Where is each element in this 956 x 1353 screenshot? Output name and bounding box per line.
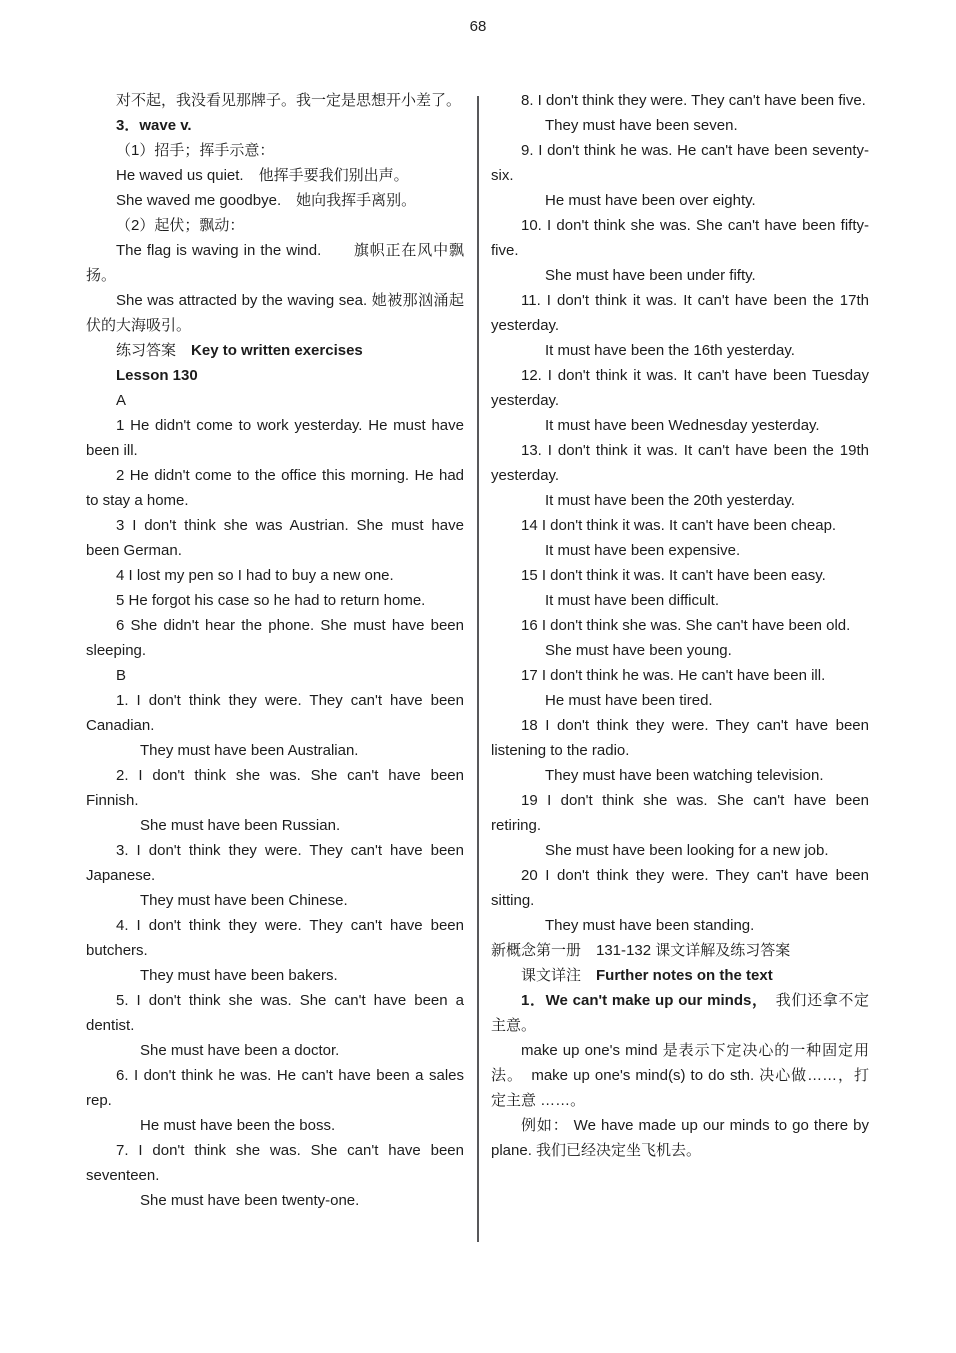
key-to-exercises-heading: 练习答案 Key to written exercises <box>116 342 363 359</box>
paragraph: He must have been over eighty. <box>545 192 756 209</box>
paragraph: 5 He forgot his case so he had to return home. <box>116 592 426 609</box>
paragraph: 19 I don't think she was. She can't have been retiring. <box>491 792 869 834</box>
paragraph: They must have been Australian. <box>140 742 359 759</box>
paragraph: 3. I don't think they were. They can't have been Japanese. <box>86 842 464 884</box>
paragraph: 4 I lost my pen so I had to buy a new one. <box>116 567 394 584</box>
section-heading-wave: 3．wave v. <box>116 117 192 134</box>
paragraph: The flag is waving in the wind. 旗帜正在风中飘扬。 <box>86 242 464 284</box>
paragraph: He waved us quiet. 他挥手要我们别出声。 <box>116 167 409 184</box>
paragraph: 18 I don't think they were. They can't have been listening to the radio. <box>491 717 869 759</box>
paragraph: It must have been the 16th yesterday. <box>545 342 795 359</box>
paragraph: It must have been difficult. <box>545 592 719 609</box>
paragraph: 16 I don't think she was. She can't have been old. <box>521 617 851 634</box>
paragraph: 3 I don't think she was Austrian. She must have been German. <box>86 517 464 559</box>
lesson-131-132-heading: 新概念第一册 131-132 课文详解及练习答案 <box>491 942 791 959</box>
section-a-label: A <box>116 392 127 409</box>
paragraph: They must have been bakers. <box>140 967 338 984</box>
paragraph: She must have been young. <box>545 642 732 659</box>
section-b-label: B <box>116 667 127 684</box>
paragraph: 例如： We have made up our minds to go there by plane. 我们已经决定坐飞机去。 <box>491 1117 869 1159</box>
paragraph: 1. I don't think they were. They can't have been Canadian. <box>86 692 464 734</box>
paragraph: It must have been expensive. <box>545 542 741 559</box>
paragraph: She was attracted by the waving sea. 她被那汹涌起伏的大海吸引。 <box>86 292 464 334</box>
paragraph: She waved me goodbye. 她向我挥手离别。 <box>116 192 417 209</box>
paragraph: 1 He didn't come to work yesterday. He must have been ill. <box>86 417 464 459</box>
paragraph: 4. I don't think they were. They can't have been butchers. <box>86 917 464 959</box>
paragraph: 对不起，我没看见那牌子。我一定是思想开小差了。 <box>116 92 462 109</box>
paragraph: 8. I don't think they were. They can't have been five. <box>521 92 866 109</box>
paragraph: She must have been a doctor. <box>140 1042 340 1059</box>
paragraph: They must have been seven. <box>545 117 738 134</box>
paragraph: 20 I don't think they were. They can't have been sitting. <box>491 867 869 909</box>
paragraph: 6 She didn't hear the phone. She must have been sleeping. <box>86 617 464 659</box>
paragraph: （1）招手；挥手示意： <box>116 142 275 159</box>
page-number: 68 <box>469 18 487 35</box>
paragraph: make up one's mind 是表示下定决心的一种固定用法。 make up one's mind(s) to do sth. 决心做……，打定主意 ……。 <box>491 1042 869 1109</box>
paragraph: It must have been Wednesday yesterday. <box>545 417 820 434</box>
paragraph: They must have been Chinese. <box>140 892 348 909</box>
column-divider-line <box>477 96 479 1242</box>
paragraph: She must have been twenty-one. <box>140 1192 360 1209</box>
paragraph: 17 I don't think he was. He can't have been ill. <box>521 667 826 684</box>
paragraph: 6. I don't think he was. He can't have been a sales rep. <box>86 1067 464 1109</box>
paragraph: He must have been the boss. <box>140 1117 336 1134</box>
paragraph: She must have been Russian. <box>140 817 341 834</box>
paragraph: 5. I don't think she was. She can't have been a dentist. <box>86 992 464 1034</box>
further-notes-heading: 课文详注 Further notes on the text <box>521 967 773 984</box>
paragraph: 13. I don't think it was. It can't have been the 19th yesterday. <box>491 442 869 484</box>
left-column <box>86 88 464 1213</box>
paragraph: 11. I don't think it was. It can't have been the 17th yesterday. <box>491 292 869 334</box>
paragraph: She must have been looking for a new job. <box>545 842 829 859</box>
paragraph: 10. I don't think she was. She can't have been fifty-five. <box>491 217 869 259</box>
paragraph: 9. I don't think he was. He can't have been seventy-six. <box>491 142 869 184</box>
lesson-130-heading: Lesson 130 <box>116 367 198 384</box>
note-1-heading: 1．We can't make up our minds， 我们还拿不定主意。 <box>491 992 869 1034</box>
right-column <box>491 88 869 1163</box>
paragraph: 12. I don't think it was. It can't have been Tuesday yesterday. <box>491 367 869 409</box>
paragraph: It must have been the 20th yesterday. <box>545 492 795 509</box>
paragraph: 7. I don't think she was. She can't have been seventeen. <box>86 1142 464 1184</box>
paragraph: He must have been tired. <box>545 692 713 709</box>
paragraph: 2 He didn't come to the office this morning. He had to stay a home. <box>86 467 464 509</box>
paragraph: They must have been standing. <box>545 917 755 934</box>
paragraph: She must have been under fifty. <box>545 267 756 284</box>
paragraph: 14 I don't think it was. It can't have been cheap. <box>521 517 837 534</box>
paragraph: 15 I don't think it was. It can't have been easy. <box>521 567 826 584</box>
paragraph: （2）起伏；飘动： <box>116 217 245 234</box>
paragraph: 2. I don't think she was. She can't have been Finnish. <box>86 767 464 809</box>
paragraph: They must have been watching television. <box>545 767 824 784</box>
